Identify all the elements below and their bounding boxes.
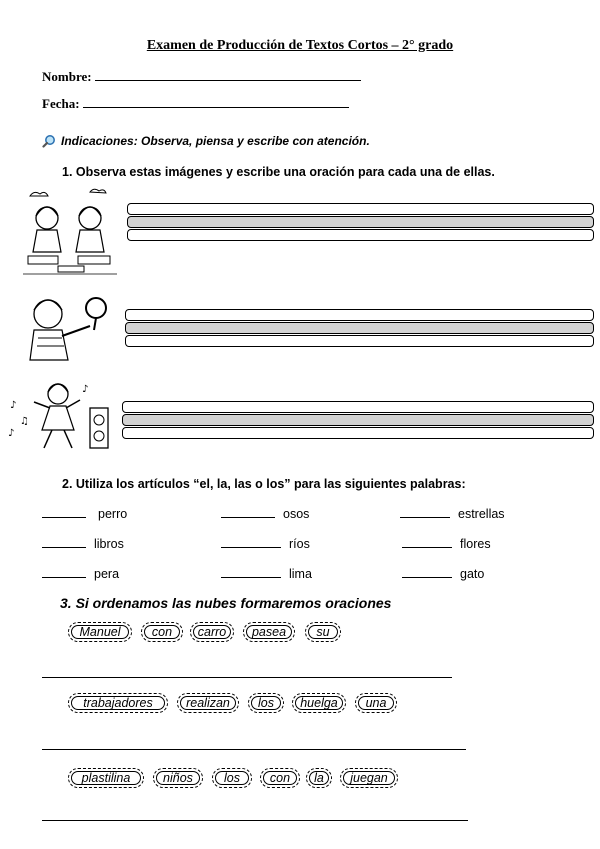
word-cloud[interactable]: la (306, 768, 332, 788)
answer-line[interactable] (122, 427, 594, 439)
word-cloud[interactable]: pasea (243, 622, 295, 642)
word: flores (460, 537, 491, 551)
article-blank[interactable] (400, 506, 450, 518)
answer-line[interactable] (125, 335, 594, 347)
answer-line[interactable] (127, 216, 594, 228)
question-3: 3. Si ordenamos las nubes formaremos oraciones (60, 595, 392, 611)
fecha-input-line[interactable] (83, 95, 349, 108)
article-item[interactable] (402, 536, 491, 551)
article-item[interactable] (221, 506, 309, 521)
page-title: Examen de Producción de Textos Cortos – 2° grado (146, 38, 454, 53)
word-cloud[interactable]: niños (153, 768, 203, 788)
article-blank[interactable] (42, 506, 86, 518)
word-cloud[interactable]: su (305, 622, 341, 642)
indicaciones (42, 134, 370, 148)
svg-text:♫: ♫ (20, 416, 29, 427)
word-cloud[interactable]: plastilina (68, 768, 144, 788)
article-blank[interactable] (402, 566, 452, 578)
question-1: 1. Observa estas imágenes y escribe una oración para cada una de ellas. (62, 165, 495, 179)
article-blank[interactable] (221, 536, 281, 548)
article-blank[interactable] (221, 506, 275, 518)
answer-line[interactable] (42, 749, 466, 750)
word-cloud[interactable]: los (212, 768, 252, 788)
answer-line[interactable] (42, 677, 452, 678)
word-cloud[interactable]: los (248, 693, 284, 713)
article-item[interactable] (42, 506, 127, 521)
fecha-field[interactable] (42, 95, 349, 112)
girls-drawing-image (20, 186, 120, 278)
svg-text:♪: ♪ (82, 384, 89, 395)
word-cloud[interactable]: realizan (177, 693, 239, 713)
answer-line[interactable] (42, 820, 468, 821)
answer-line[interactable] (127, 229, 594, 241)
word-cloud[interactable]: carro (190, 622, 234, 642)
word-cloud[interactable]: trabajadores (68, 693, 168, 713)
answer-line[interactable] (122, 414, 594, 426)
article-item[interactable] (42, 536, 124, 551)
answer-line[interactable] (125, 322, 594, 334)
answer-lines-1[interactable] (127, 203, 594, 242)
answer-lines-2[interactable] (125, 309, 594, 348)
svg-text:♪: ♪ (10, 400, 17, 411)
nombre-input-line[interactable] (95, 68, 361, 81)
word: lima (289, 567, 312, 581)
article-blank[interactable] (42, 536, 86, 548)
word-cloud[interactable]: con (260, 768, 300, 788)
article-item[interactable] (221, 536, 310, 551)
answer-line[interactable] (125, 309, 594, 321)
word: pera (94, 567, 120, 581)
article-item[interactable] (402, 566, 484, 581)
word: perro (98, 507, 128, 521)
word-cloud[interactable]: Manuel (68, 622, 132, 642)
fecha-label: Fecha: (42, 96, 80, 111)
article-blank[interactable] (221, 566, 281, 578)
word: osos (283, 507, 310, 521)
word: estrellas (458, 507, 505, 521)
magnifier-icon (42, 134, 56, 148)
article-item[interactable] (400, 506, 505, 521)
word: libros (94, 537, 124, 551)
answer-line[interactable] (127, 203, 594, 215)
article-blank[interactable] (402, 536, 452, 548)
article-item[interactable] (221, 566, 312, 581)
word-cloud[interactable]: huelga (292, 693, 346, 713)
word-cloud[interactable]: una (355, 693, 397, 713)
word: gato (460, 567, 485, 581)
article-blank[interactable] (42, 566, 86, 578)
answer-line[interactable] (122, 401, 594, 413)
nombre-field[interactable] (42, 68, 361, 85)
svg-text:♪: ♪ (8, 428, 15, 439)
word: ríos (289, 537, 310, 551)
answer-lines-3[interactable] (122, 401, 594, 440)
word-cloud[interactable]: con (141, 622, 183, 642)
question-2: 2. Utiliza los artículos “el, la, las o los” para las siguientes palabras: (62, 477, 466, 491)
girl-dancing-image (6, 378, 118, 454)
nombre-label: Nombre: (42, 69, 92, 84)
boy-magnifier-image (20, 290, 112, 366)
indicaciones-text: Indicaciones: Observa, piensa y escribe con atención. (61, 134, 370, 148)
word-cloud[interactable]: juegan (340, 768, 398, 788)
article-item[interactable] (42, 566, 119, 581)
